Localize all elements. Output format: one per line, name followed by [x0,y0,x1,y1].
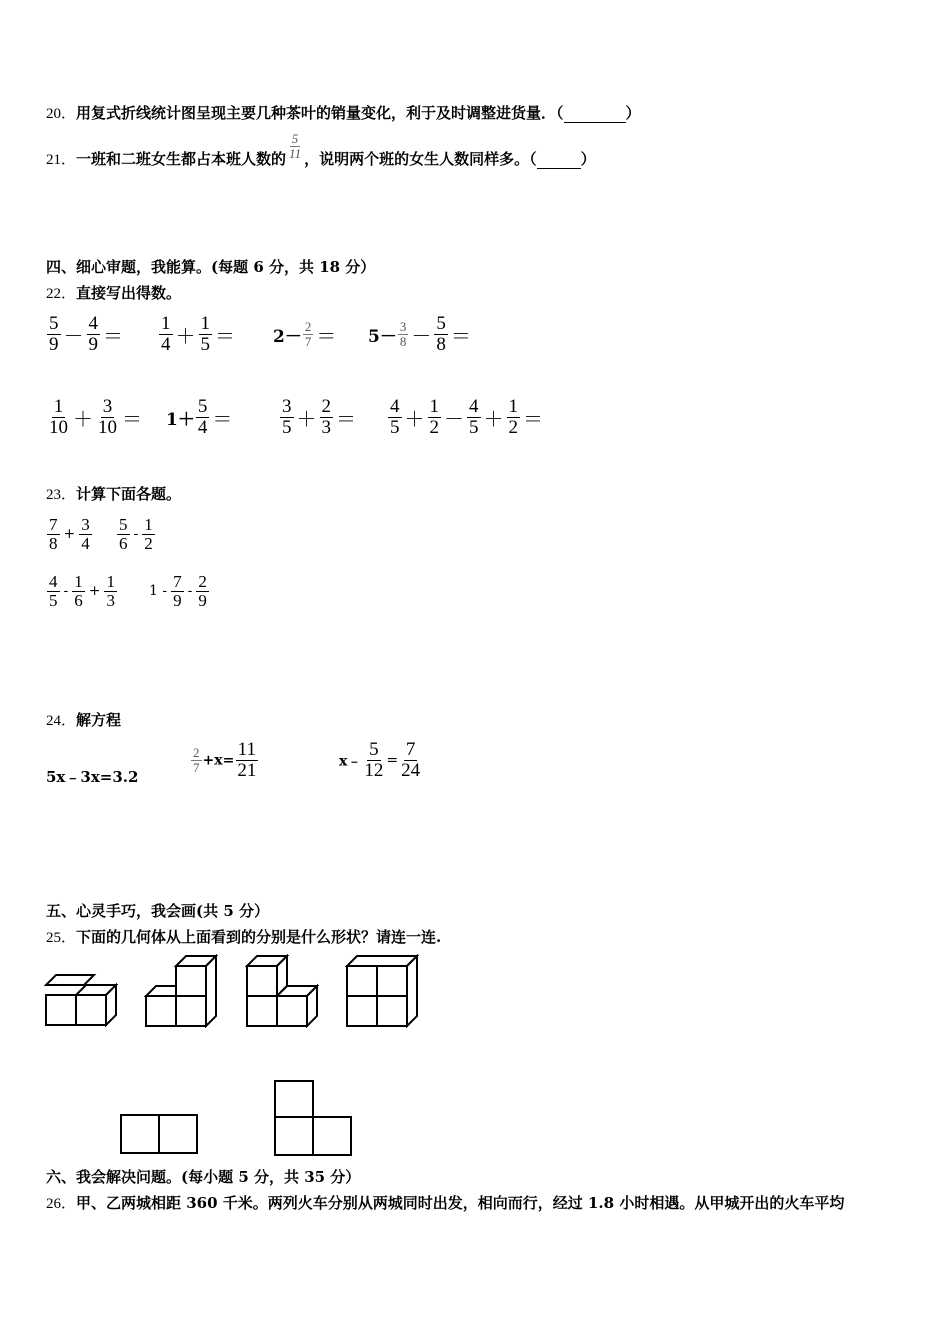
question-24 [46,709,121,730]
expression: $\frac{7}{8}$ + $\frac{3}{4}$ [49,515,90,553]
equation: x﹣ $\frac{5}{12}$ = $\frac{7}{24}$ [339,739,421,781]
answer-blank[interactable] [537,150,581,169]
expression: $\frac{3}{5}$ ＋ $\frac{2}{3}$ ＝ [282,396,356,438]
question-text: 用复式折线统计图呈现主要几种茶叶的销量变化，利于及时调整进货量．（ [76,104,564,122]
expression: $\frac{5}{6}$ - $\frac{1}{2}$ [119,515,153,553]
question-26 [46,1192,844,1213]
question-title: 直接写出得数。 [76,284,182,302]
equation: $\frac{2}{7}$ +x= $\frac{11}{21}$ [193,739,257,781]
top-view-shape-1[interactable] [119,1113,199,1157]
question-22 [46,282,181,303]
question-title: 解方程 [76,711,122,729]
expression: $\frac{4}{5}$ - $\frac{1}{6}$ + $\frac{1}{3}$ [49,572,115,610]
question-text: 甲、乙两城相距 360 千米。两列火车分别从两城同时出发，相向而行，经过 1.8 小时相遇。从甲城开出的火车平均 [76,1194,845,1212]
fraction: $\frac{5}{11}$ [289,131,302,161]
expression: 1＋ $\frac{5}{4}$ ＝ [166,396,233,438]
question-number: 21． [46,152,77,169]
question-number: 23． [46,487,77,503]
question-title: 计算下面各题。 [76,485,182,503]
expression: $\frac{4}{5}$ ＋ $\frac{1}{2}$ － $\frac{4}{5}$ ＋ $\frac{1}{2}$ ＝ [390,396,543,438]
question-number: 22． [46,286,77,302]
equation: 5x﹣3x=3.2 [46,768,139,786]
section-title: 五、心灵手巧，我会画(共 5 分） [46,902,269,920]
expression: $\frac{1}{4}$ ＋ $\frac{1}{5}$ ＝ [161,313,235,355]
question-text: 一班和二班女生都占本班人数的 [76,150,287,169]
question-23 [46,483,181,504]
section-title: 六、我会解决问题。(每小题 5 分，共 35 分） [46,1168,361,1186]
expression: 5－ $\frac{3}{8}$ － $\frac{5}{8}$ ＝ [368,313,471,355]
cube-solid-2 [144,954,218,1028]
expression: $\frac{5}{9}$ － $\frac{4}{9}$ ＝ [49,313,123,355]
answer-blank[interactable] [564,104,626,123]
cube-solid-3 [245,954,319,1028]
question-number: 20． [46,106,77,122]
question-number: 25． [46,930,77,946]
question-20: 20．用复式折线统计图呈现主要几种茶叶的销量变化，利于及时调整进货量．（ ） [46,104,641,122]
question-number: 24． [46,713,77,729]
top-view-shape-2[interactable] [273,1079,353,1157]
question-number: 26． [46,1196,77,1212]
cube-solid-1 [44,973,118,1027]
expression: $\frac{1}{10}$ ＋ $\frac{3}{10}$ ＝ [49,396,142,438]
question-text: 下面的几何体从上面看到的分别是什么形状？请连一连. [76,928,442,946]
cube-solid-4 [345,954,419,1028]
question-25 [46,926,441,947]
section-title: 四、细心审题，我能算。(每题 6 分，共 18 分） [46,258,376,276]
expression: 2－ $\frac{2}{7}$ ＝ [273,319,337,349]
expression: 1 - $\frac{7}{9}$ - $\frac{2}{9}$ [149,572,207,610]
question-21: 21．一班和二班女生都占本班人数的 $\frac{5}{11}$ ，说明两个班的女生人数同样多。（ ） [46,131,596,169]
